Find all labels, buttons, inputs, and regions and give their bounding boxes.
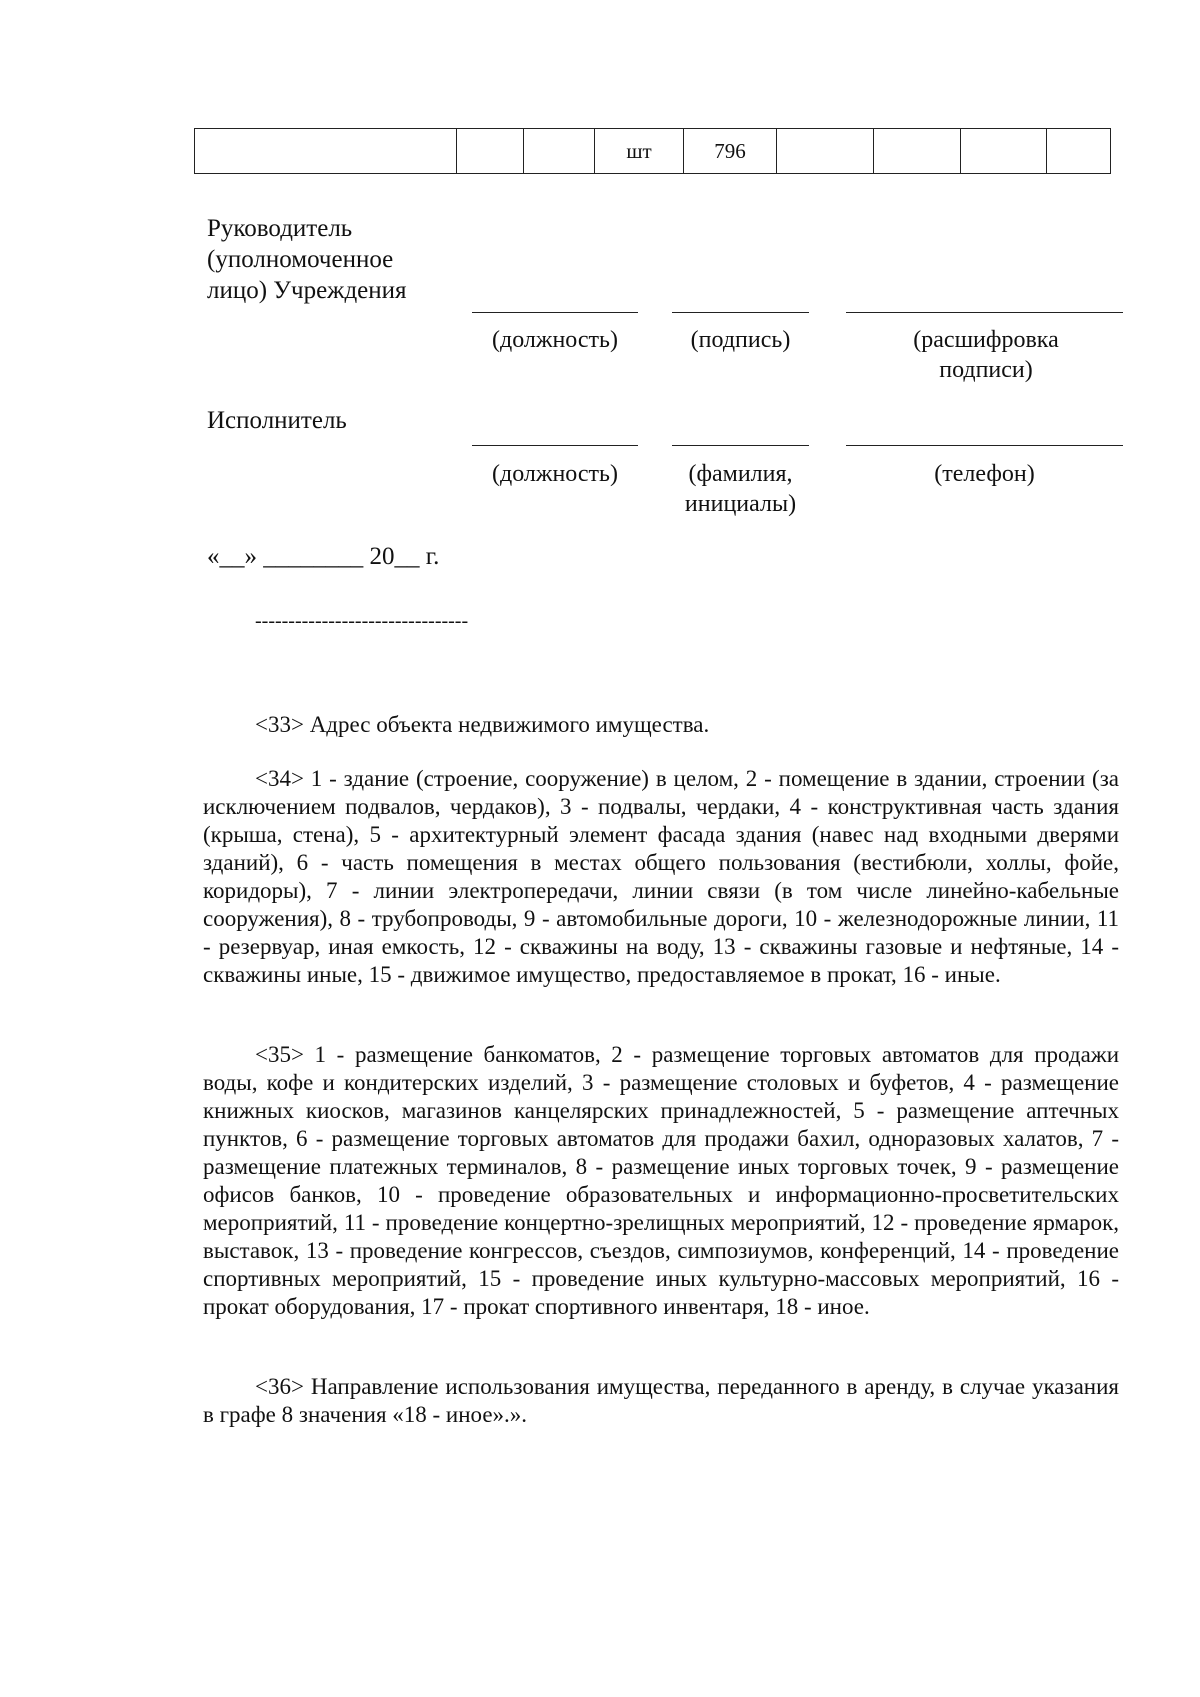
- head-signature-caption: (подпись): [690, 327, 791, 353]
- executor-phone-caption: (телефон): [934, 461, 1035, 487]
- executor-phone-line: [846, 445, 1123, 446]
- table-cell: [524, 129, 595, 174]
- executor-position-caption: (должность): [492, 461, 618, 487]
- footnote-text: <33> Адрес объекта недвижимого имущества.: [255, 712, 710, 737]
- head-decode-line: [846, 312, 1123, 313]
- head-decode-caption: (расшифровка подписи): [913, 327, 1059, 383]
- executor-name-caption: (фамилия, инициалы): [684, 461, 797, 517]
- property-table: [194, 128, 1111, 174]
- executor-position-line: [472, 445, 638, 446]
- footnote-text: <36> Направление использования имущества, переданного в аренду, в случае указания в графе 8 значения «18 - иное».».: [203, 1374, 1119, 1427]
- footnote-36: [203, 1373, 1119, 1429]
- footnote-text: <35> 1 - размещение банкоматов, 2 - размещение торговых автоматов для продажи воды, кофе и кондитерских изделий, 3 - размещение столовых и буфетов, 4 - размещение книжных киосков, магазинов канцелярских принадлежностей, 5 - размещение аптечных пунктов, 6 - размещение торговых автоматов для продажи бахил, одноразовых халатов, 7 - размещение платежных терминалов, 8 - размещение иных торговых точек, 9 - размещение офисов банков, 10 - проведение образовательных и информационно-просветительских мероприятий, 11 - проведение концертно-зрелищных мероприятий, 12 - проведение ярмарок, выставок, 13 - проведение конгрессов, съездов, симпозиумов, конференций, 14 - проведение спортивных мероприятий, 15 - проведение иных культурно-массовых мероприятий, 16 - прокат оборудования, 17 - прокат спортивного инвентаря, 18 - иное.: [203, 1042, 1119, 1319]
- table-cell: [961, 129, 1047, 174]
- head-position-caption: (должность): [492, 327, 618, 353]
- head-signature-line: [672, 312, 809, 313]
- date-line: «__» ________ 20__ г.: [207, 543, 440, 570]
- head-position-line: [472, 312, 638, 313]
- footnote-33: [203, 711, 1119, 739]
- footnote-text: <34> 1 - здание (строение, сооружение) в целом, 2 - помещение в здании, строении (за исключением подвалов, чердаков), 3 - подвалы, чердаки, 4 - конструктивная часть здания (крыша, стена), 5 - архитектурный элемент фасада здания (навес над входными дверями зданий), 6 - часть помещения в местах общего пользования (вестибюли, холлы, фойе, коридоры), 7 - линии электропередачи, линии связи (в том числе линейно-кабельные сооружения), 8 - трубопроводы, 9 - автомобильные дороги, 10 - железнодорожные линии, 11 - резервуар, иная емкость, 12 - скважины на воду, 13 - скважины газовые и нефтяные, 14 - скважины иные, 15 - движимое имущество, предоставляемое в прокат, 16 - иные.: [203, 766, 1119, 987]
- table-cell: [1047, 129, 1111, 174]
- table-cell: [777, 129, 874, 174]
- footnote-separator: --------------------------------: [255, 610, 469, 632]
- table-cell: [874, 129, 961, 174]
- footnote-34: [203, 765, 1119, 989]
- table-cell: [457, 129, 524, 174]
- executor-name-line: [672, 445, 809, 446]
- executor-label: Исполнитель: [207, 407, 347, 434]
- table-cell-okei-code: 796: [684, 129, 777, 174]
- footnote-35: [203, 1041, 1119, 1321]
- table-cell-unit: шт: [595, 129, 684, 174]
- table-cell-name: [195, 129, 457, 174]
- table-row: [195, 129, 1111, 174]
- head-label: Руководитель (уполномоченное лицо) Учреждения: [207, 215, 407, 304]
